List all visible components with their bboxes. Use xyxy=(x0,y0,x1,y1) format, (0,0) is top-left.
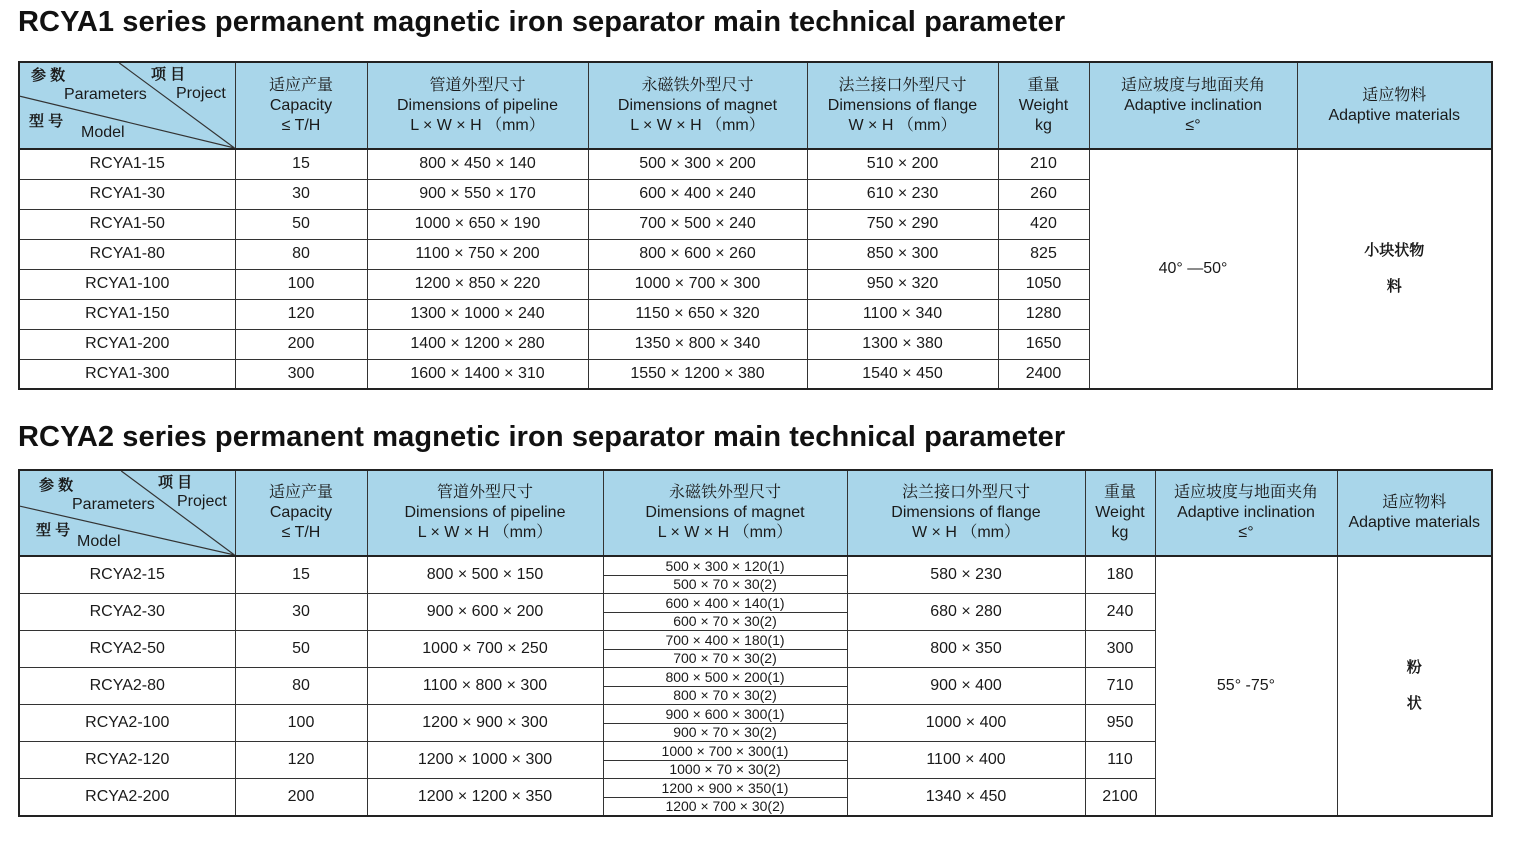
cell-pipeline: 1000 × 650 × 190 xyxy=(367,209,588,239)
cell-capacity: 80 xyxy=(235,239,367,269)
cell-pipeline: 800 × 450 × 140 xyxy=(367,149,588,179)
cell-magnet xyxy=(603,594,847,631)
cell-capacity: 80 xyxy=(235,668,367,705)
corner-params-en: Parameters xyxy=(64,86,147,103)
cell-pipeline: 1200 × 1000 × 300 xyxy=(367,742,603,779)
cell-capacity: 15 xyxy=(235,556,367,594)
cell-magnet: 1550 × 1200 × 380 xyxy=(588,359,807,389)
cell-weight: 240 xyxy=(1085,594,1155,631)
cell-capacity: 15 xyxy=(235,149,367,179)
cell-pipeline: 900 × 550 × 170 xyxy=(367,179,588,209)
magnet-main: 700 × 400 × 180(1) xyxy=(665,631,785,648)
cell-weight: 1280 xyxy=(998,299,1089,329)
cell-magnet xyxy=(603,705,847,742)
cell-pipeline: 1400 × 1200 × 280 xyxy=(367,329,588,359)
cell-weight: 950 xyxy=(1085,705,1155,742)
cell-flange: 750 × 290 xyxy=(807,209,998,239)
magnet-sub: 500 × 70 × 30(2) xyxy=(604,575,847,594)
cell-capacity: 50 xyxy=(235,631,367,668)
magnet-sub: 900 × 70 × 30(2) xyxy=(604,723,847,742)
cell-magnet xyxy=(603,742,847,779)
cell-flange: 1300 × 380 xyxy=(807,329,998,359)
table2-header-flange: 法兰接口外型尺寸 Dimensions of flange W × H （mm） xyxy=(847,470,1085,556)
cell-capacity: 100 xyxy=(235,705,367,742)
table-row xyxy=(19,556,1492,594)
cell-flange: 680 × 280 xyxy=(847,594,1085,631)
magnet-main: 1200 × 900 × 350(1) xyxy=(661,779,789,796)
cell-pipeline: 1200 × 1200 × 350 xyxy=(367,779,603,817)
table2-header-materials: 适应物料 Adaptive materials xyxy=(1337,470,1492,556)
corner-model-cn: 型 号 xyxy=(36,522,71,539)
cell-capacity: 100 xyxy=(235,269,367,299)
cell-pipeline: 900 × 600 × 200 xyxy=(367,594,603,631)
magnet-main: 600 × 400 × 140(1) xyxy=(665,594,785,611)
cell-pipeline: 800 × 500 × 150 xyxy=(367,556,603,594)
corner-model-cn: 型 号 xyxy=(29,113,64,130)
table-row xyxy=(19,149,1492,179)
cell-model: RCYA2-200 xyxy=(19,779,235,817)
corner-model-en: Model xyxy=(81,124,125,141)
table2-header-magnet: 永磁铁外型尺寸 Dimensions of magnet L × W × H （mm） xyxy=(603,470,847,556)
magnet-sub: 800 × 70 × 30(2) xyxy=(604,686,847,705)
table1-header-magnet: 永磁铁外型尺寸 Dimensions of magnet L × W × H （mm） xyxy=(588,62,807,149)
corner-model-en: Model xyxy=(77,533,121,550)
cell-flange: 900 × 400 xyxy=(847,668,1085,705)
cell-model: RCYA1-50 xyxy=(19,209,235,239)
cell-pipeline: 1000 × 700 × 250 xyxy=(367,631,603,668)
table2-header-corner xyxy=(19,470,235,556)
corner-project-en: Project xyxy=(176,85,226,102)
cell-model: RCYA2-30 xyxy=(19,594,235,631)
corner-project-en: Project xyxy=(177,493,227,510)
magnet-sub: 1200 × 700 × 30(2) xyxy=(604,797,847,816)
table1-header-weight: 重量 Weight kg xyxy=(998,62,1089,149)
table2-header-weight: 重量 Weight kg xyxy=(1085,470,1155,556)
cell-model: RCYA2-50 xyxy=(19,631,235,668)
cell-flange: 1100 × 340 xyxy=(807,299,998,329)
cell-inclination-merged: 40° —50° xyxy=(1089,149,1297,389)
cell-weight: 110 xyxy=(1085,742,1155,779)
cell-magnet xyxy=(603,556,847,594)
cell-capacity: 200 xyxy=(235,779,367,817)
cell-magnet: 1350 × 800 × 340 xyxy=(588,329,807,359)
table2-header-inclination: 适应坡度与地面夹角 Adaptive inclination ≤° xyxy=(1155,470,1337,556)
table1-header-corner xyxy=(19,62,235,149)
cell-capacity: 300 xyxy=(235,359,367,389)
table1-header-row xyxy=(19,62,1492,149)
cell-model: RCYA1-30 xyxy=(19,179,235,209)
table2-header-capacity: 适应产量 Capacity ≤ T/H xyxy=(235,470,367,556)
cell-model: RCYA1-150 xyxy=(19,299,235,329)
cell-pipeline: 1100 × 800 × 300 xyxy=(367,668,603,705)
cell-capacity: 30 xyxy=(235,179,367,209)
spec-table-rcya2 xyxy=(18,469,1493,817)
cell-model: RCYA2-15 xyxy=(19,556,235,594)
cell-model: RCYA1-300 xyxy=(19,359,235,389)
table1-header-pipeline: 管道外型尺寸 Dimensions of pipeline L × W × H （mm） xyxy=(367,62,588,149)
cell-weight: 825 xyxy=(998,239,1089,269)
cell-weight: 2100 xyxy=(1085,779,1155,817)
cell-model: RCYA2-80 xyxy=(19,668,235,705)
corner-project-cn: 项 目 xyxy=(158,474,193,491)
table1-body xyxy=(19,149,1492,389)
materials-line2: 状 xyxy=(1406,695,1422,712)
cell-pipeline: 1200 × 850 × 220 xyxy=(367,269,588,299)
cell-model: RCYA2-120 xyxy=(19,742,235,779)
cell-flange: 1100 × 400 xyxy=(847,742,1085,779)
cell-flange: 610 × 230 xyxy=(807,179,998,209)
cell-flange: 1000 × 400 xyxy=(847,705,1085,742)
cell-weight: 260 xyxy=(998,179,1089,209)
cell-flange: 850 × 300 xyxy=(807,239,998,269)
cell-materials-merged xyxy=(1297,149,1492,389)
cell-flange: 1340 × 450 xyxy=(847,779,1085,817)
cell-flange: 580 × 230 xyxy=(847,556,1085,594)
cell-model: RCYA1-200 xyxy=(19,329,235,359)
cell-flange: 800 × 350 xyxy=(847,631,1085,668)
magnet-sub: 700 × 70 × 30(2) xyxy=(604,649,847,668)
cell-weight: 420 xyxy=(998,209,1089,239)
magnet-main: 800 × 500 × 200(1) xyxy=(665,668,785,685)
magnet-main: 500 × 300 × 120(1) xyxy=(665,557,785,574)
cell-pipeline: 1100 × 750 × 200 xyxy=(367,239,588,269)
cell-magnet: 1150 × 650 × 320 xyxy=(588,299,807,329)
materials-line2: 料 xyxy=(1386,278,1402,295)
cell-weight: 1050 xyxy=(998,269,1089,299)
cell-pipeline: 1200 × 900 × 300 xyxy=(367,705,603,742)
magnet-sub: 600 × 70 × 30(2) xyxy=(604,612,847,631)
cell-weight: 210 xyxy=(998,149,1089,179)
corner-params-en: Parameters xyxy=(72,496,155,513)
cell-pipeline: 1600 × 1400 × 310 xyxy=(367,359,588,389)
cell-capacity: 120 xyxy=(235,742,367,779)
cell-weight: 710 xyxy=(1085,668,1155,705)
corner-params-cn: 参 数 xyxy=(31,67,66,84)
magnet-main: 1000 × 700 × 300(1) xyxy=(661,742,789,759)
cell-weight: 180 xyxy=(1085,556,1155,594)
cell-inclination-merged: 55° -75° xyxy=(1155,556,1337,816)
table1-header-materials: 适应物料 Adaptive materials xyxy=(1297,62,1492,149)
cell-magnet: 600 × 400 × 240 xyxy=(588,179,807,209)
cell-capacity: 50 xyxy=(235,209,367,239)
spec-table-rcya1 xyxy=(18,61,1493,390)
cell-flange: 510 × 200 xyxy=(807,149,998,179)
magnet-sub: 1000 × 70 × 30(2) xyxy=(604,760,847,779)
cell-weight: 2400 xyxy=(998,359,1089,389)
cell-model: RCYA1-15 xyxy=(19,149,235,179)
cell-capacity: 120 xyxy=(235,299,367,329)
table1-header-inclination: 适应坡度与地面夹角 Adaptive inclination ≤° xyxy=(1089,62,1297,149)
table2-header-pipeline: 管道外型尺寸 Dimensions of pipeline L × W × H （mm） xyxy=(367,470,603,556)
table1-header-capacity: 适应产量 Capacity ≤ T/H xyxy=(235,62,367,149)
cell-magnet: 800 × 600 × 260 xyxy=(588,239,807,269)
table2-header-row xyxy=(19,470,1492,556)
cell-magnet: 500 × 300 × 200 xyxy=(588,149,807,179)
table1-header-flange: 法兰接口外型尺寸 Dimensions of flange W × H （mm） xyxy=(807,62,998,149)
cell-model: RCYA2-100 xyxy=(19,705,235,742)
cell-weight: 1650 xyxy=(998,329,1089,359)
table2-body xyxy=(19,556,1492,816)
cell-pipeline: 1300 × 1000 × 240 xyxy=(367,299,588,329)
corner-params-cn: 参 数 xyxy=(39,477,74,494)
cell-materials-merged xyxy=(1337,556,1492,816)
table2-title: RCYA2 series permanent magnetic iron separator main technical parameter xyxy=(18,421,1066,453)
cell-magnet: 700 × 500 × 240 xyxy=(588,209,807,239)
cell-magnet xyxy=(603,779,847,817)
materials-line1: 粉 xyxy=(1406,659,1422,676)
cell-weight: 300 xyxy=(1085,631,1155,668)
cell-flange: 1540 × 450 xyxy=(807,359,998,389)
magnet-main: 900 × 600 × 300(1) xyxy=(665,705,785,722)
cell-magnet: 1000 × 700 × 300 xyxy=(588,269,807,299)
cell-magnet xyxy=(603,631,847,668)
cell-model: RCYA1-100 xyxy=(19,269,235,299)
table1-title: RCYA1 series permanent magnetic iron separator main technical parameter xyxy=(18,6,1066,38)
cell-flange: 950 × 320 xyxy=(807,269,998,299)
materials-line1: 小块状物 xyxy=(1364,242,1425,259)
cell-capacity: 200 xyxy=(235,329,367,359)
cell-model: RCYA1-80 xyxy=(19,239,235,269)
cell-magnet xyxy=(603,668,847,705)
corner-project-cn: 项 目 xyxy=(151,66,186,83)
cell-capacity: 30 xyxy=(235,594,367,631)
